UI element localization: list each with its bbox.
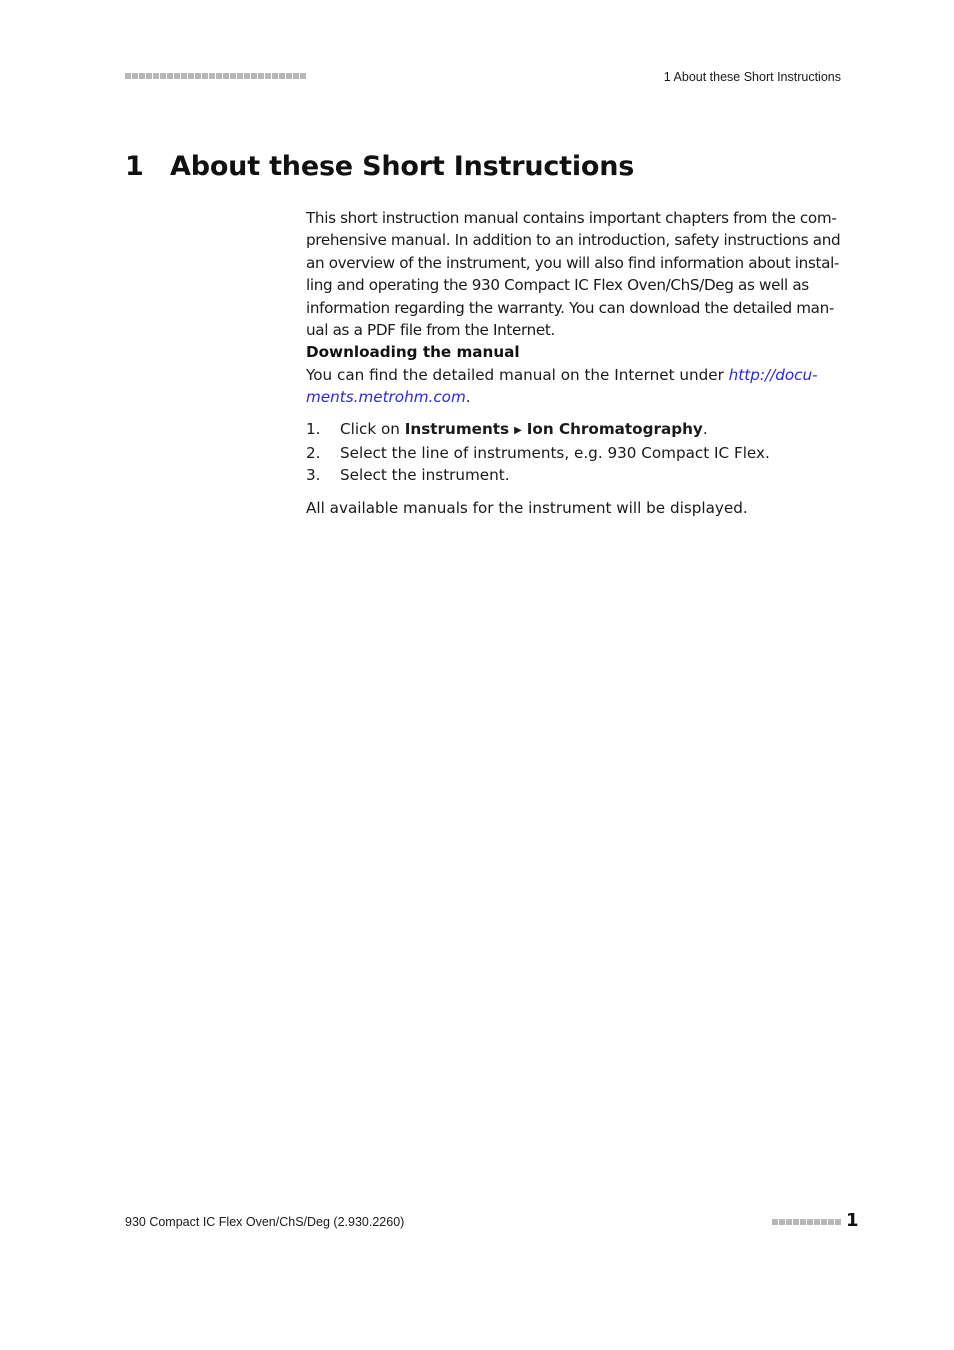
manual-link[interactable]: http://docu- ments.metrohm.com	[306, 365, 818, 407]
footer-product: 930 Compact IC Flex Oven/ChS/Deg (2.930.2260)	[125, 1215, 405, 1229]
intro-line: an overview of the instrument, you will also find information about instal-	[306, 253, 840, 272]
intro-paragraph	[306, 207, 846, 341]
chapter-number: 1	[125, 151, 144, 182]
chapter-title-text: About these Short Instructions	[170, 151, 635, 182]
step-text: Select the instrument.	[340, 466, 510, 485]
intro-line: ual as a PDF file from the Internet.	[306, 321, 555, 340]
download-text: You can find the detailed manual on the Internet under	[306, 365, 729, 384]
header-decoration	[125, 73, 306, 79]
intro-line: ling and operating the 930 Compact IC Flex Oven/ChS/Deg as well as	[306, 276, 809, 295]
running-head: 1 About these Short Instructions	[663, 70, 841, 84]
step-number: 1.	[306, 419, 321, 438]
intro-line: information regarding the warranty. You can download the detailed man-	[306, 298, 835, 317]
step-text: Select the line of instruments, e.g. 930 Compact IC Flex.	[340, 444, 770, 463]
page-number: 1	[846, 1210, 859, 1231]
result-paragraph: All available manuals for the instrument will be displayed.	[306, 498, 748, 517]
intro-line: This short instruction manual contains important chapters from the com-	[306, 209, 837, 227]
list-item	[306, 442, 846, 464]
menu-instruments: Instruments	[404, 419, 510, 438]
footer-decoration	[772, 1219, 841, 1225]
intro-line: prehensive manual. In addition to an introduction, safety instructions and	[306, 231, 841, 250]
arrow-right-icon: ▶	[514, 424, 522, 436]
step-number: 3.	[306, 466, 321, 485]
steps-list	[306, 418, 846, 487]
list-item: 1. Click on Instruments ▶ Ion Chromatography.	[306, 418, 846, 442]
step-number: 2.	[306, 444, 321, 463]
menu-ion-chromatography: Ion Chromatography	[526, 419, 703, 438]
list-item	[306, 464, 846, 486]
main-content	[306, 207, 846, 519]
downloading-heading: Downloading the manual	[306, 343, 520, 362]
chapter-title	[125, 151, 634, 182]
download-paragraph: You can find the detailed manual on the Internet under http://docu- ments.metrohm.com.	[306, 365, 818, 407]
